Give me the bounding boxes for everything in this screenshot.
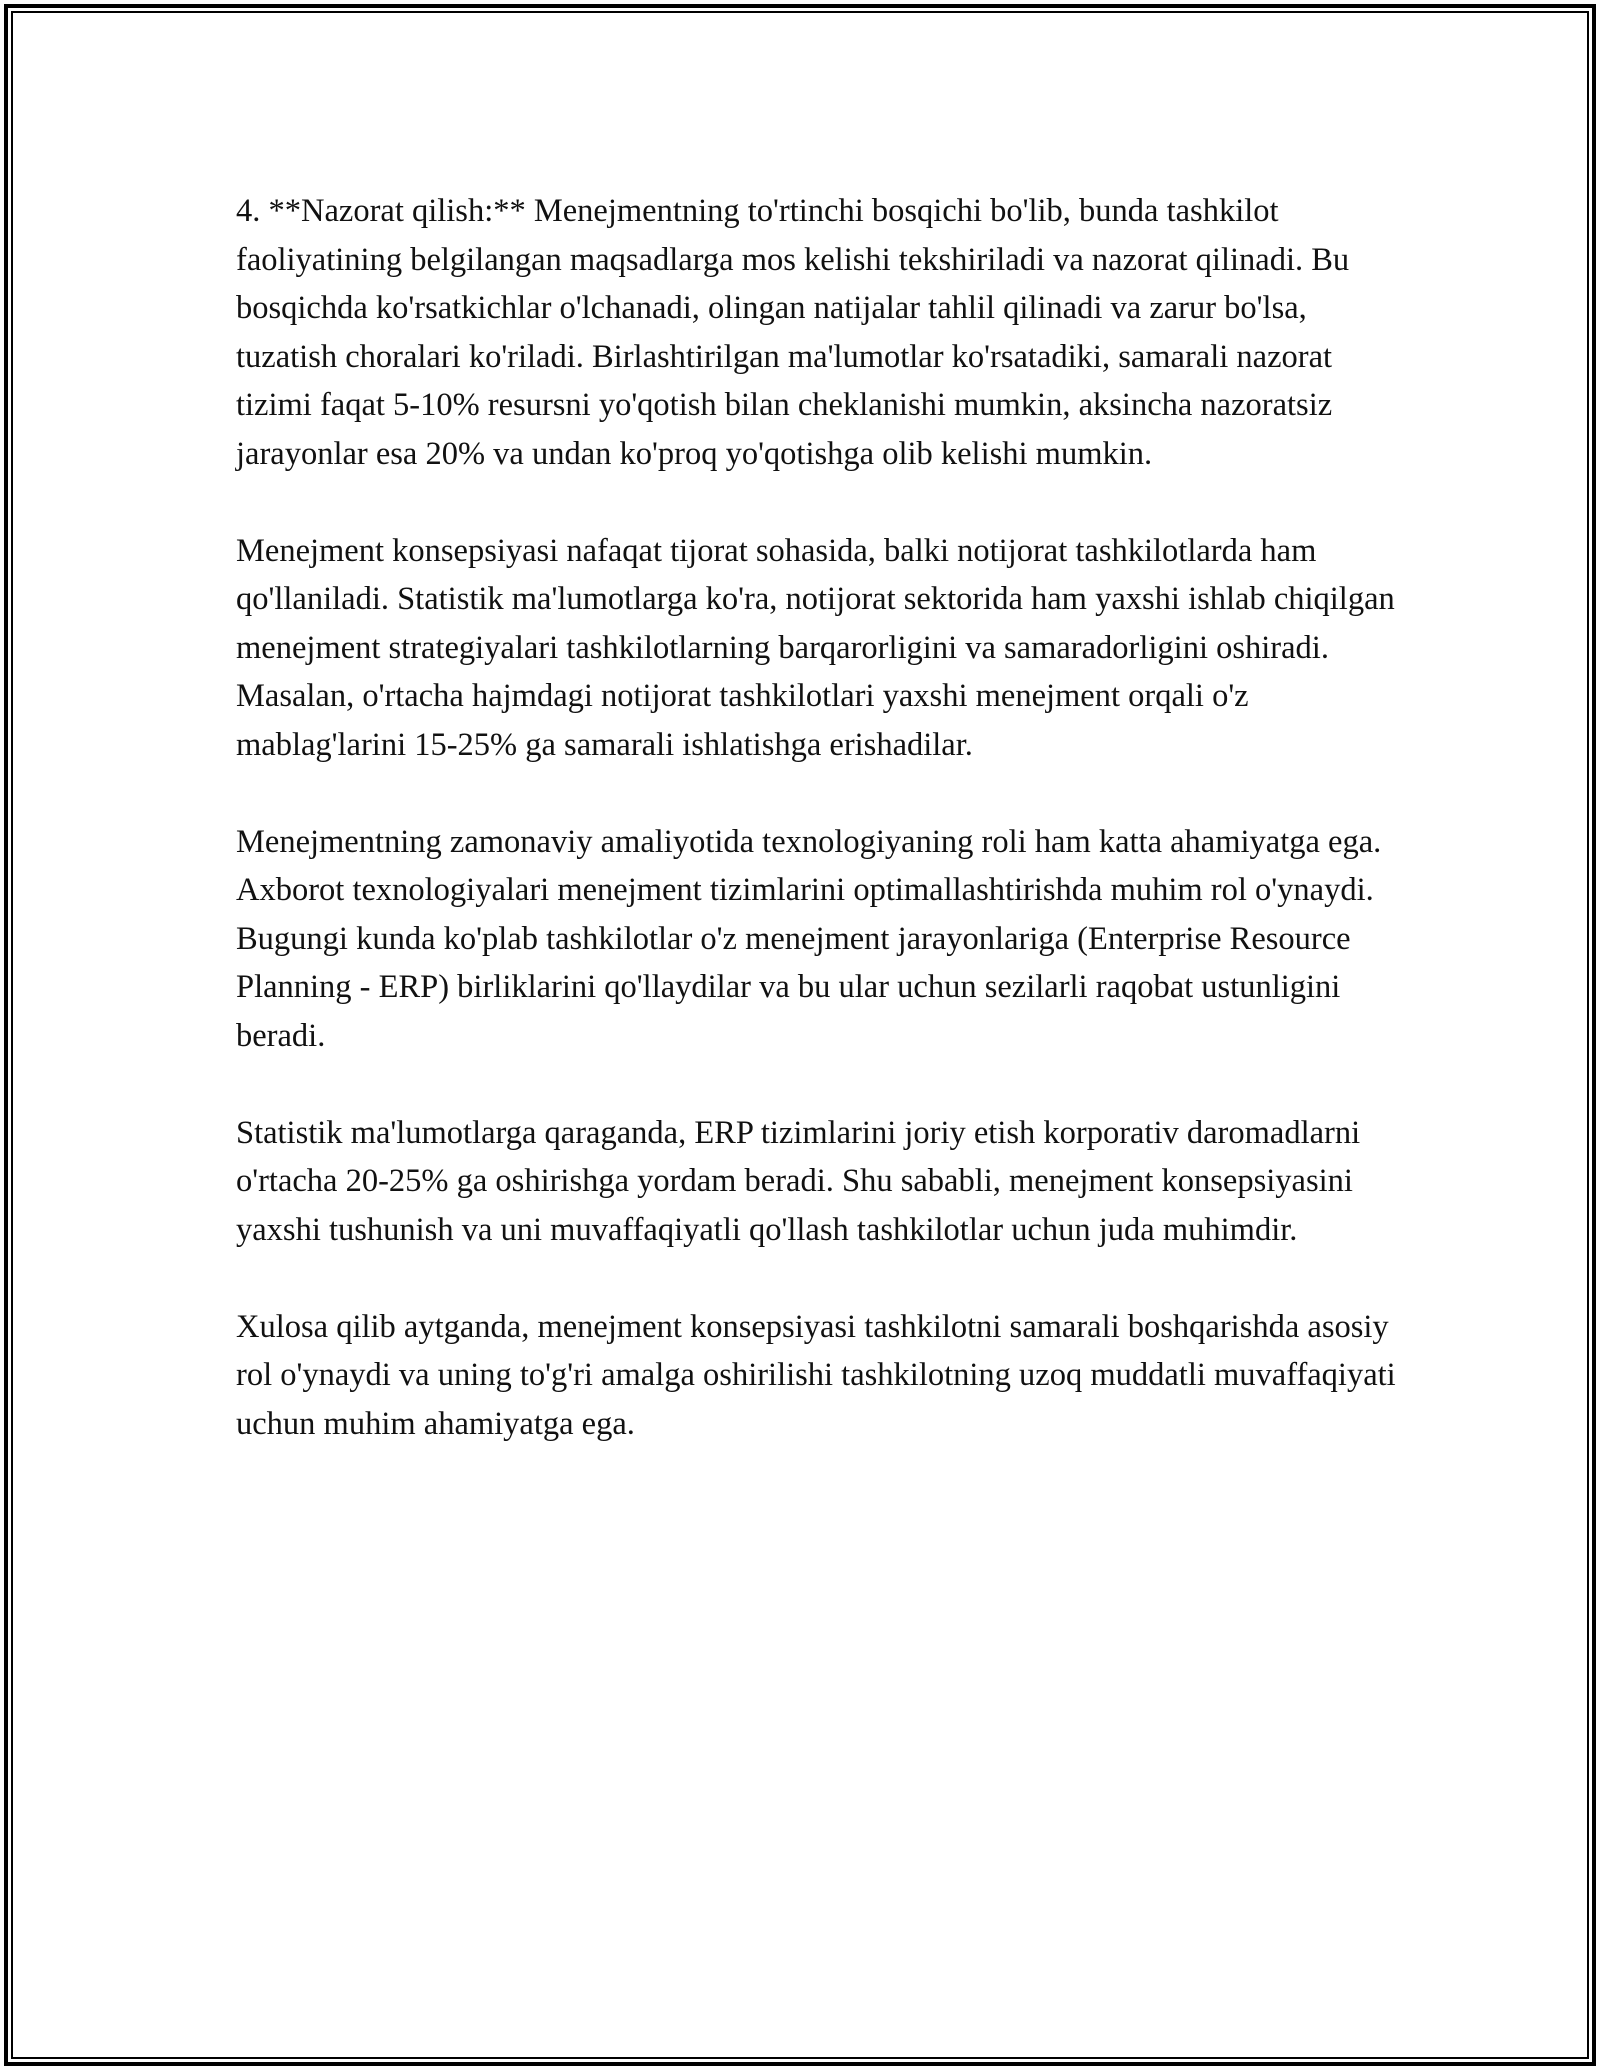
- paragraph-erp-statistics: Statistik ma'lumotlarga qaraganda, ERP tizimlarini joriy etish korporativ daromadlarni o'rtacha 20-25% ga oshirishga yordam beradi. Shu sababli, menejment konsepsiyasini yaxshi tushunish va uni muvaffaqiyatli qo'llash tashkilotlar uchun juda muhimdir.: [236, 1114, 1361, 1248]
- paragraph-conclusion: Xulosa qilib aytganda, menejment konsepsiyasi tashkilotni samarali boshqarishda asosiy rol o'ynaydi va uning to'g'ri amalga oshirilishi tashkilotning uzoq muddatli muvaffaqiyati uchun muhim ahamiyatga ega.: [236, 1308, 1396, 1442]
- paragraph-nonprofit: Menejment konsepsiyasi nafaqat tijorat sohasida, balki notijorat tashkilotlarda ham qo'llaniladi. Statistik ma'lumotlarga ko'ra, notijorat sektorida ham yaxshi ishlab chiqilgan menejment strategiyalari tashkilotlarning barqarorligini va samaradorligini oshiradi. Masalan, o'rtacha hajmdagi notijorat tashkilotlari yaxshi menejment orqali o'z mablag'larini 15-25% ga samarali ishlatishga erishadilar.: [236, 532, 1395, 763]
- document-body: [236, 187, 1406, 1448]
- paragraph-control: 4. **Nazorat qilish:** Menejmentning to'rtinchi bosqichi bo'lib, bunda tashkilot faoliyatining belgilangan maqsadlarga mos kelishi tekshiriladi va nazorat qilinadi. Bu bosqichda ko'rsatkichlar o'lchanadi, olingan natijalar tahlil qilinadi va zarur bo'lsa, tuzatish choralari ko'riladi. Birlashtirilgan ma'lumotlar ko'rsatadiki, samarali nazorat tizimi faqat 5-10% resursni yo'qotish bilan cheklanishi mumkin, aksincha nazoratsiz jarayonlar esa 20% va undan ko'proq yo'qotishga olib kelishi mumkin.: [236, 193, 1350, 472]
- paragraph-technology: Menejmentning zamonaviy amaliyotida texnologiyaning roli ham katta ahamiyatga ega. Axborot texnologiyalari menejment tizimlarini optimallashtirishda muhim rol o'ynaydi. Bugungi kunda ko'plab tashkilotlar o'z menejment jarayonlariga (Enterprise Resource Planning - ERP) birliklarini qo'llaydilar va bu ular uchun sezilarli raqobat ustunligini beradi.: [236, 823, 1382, 1054]
